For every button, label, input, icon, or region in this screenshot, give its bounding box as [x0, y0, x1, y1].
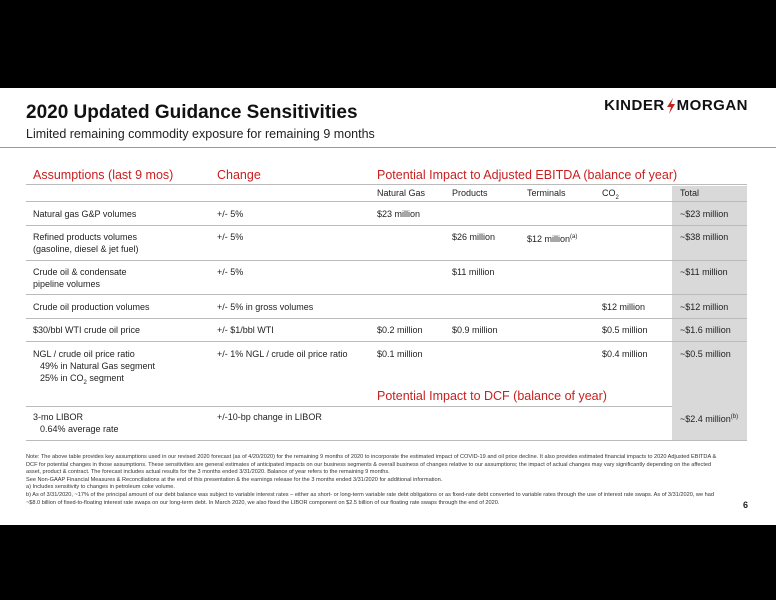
row4-co2: $12 million — [602, 302, 646, 312]
logo-text-right: MORGAN — [676, 97, 748, 114]
row2-products: $26 million — [452, 232, 496, 242]
row4-assumption: Crude oil production volumes — [33, 302, 150, 312]
row-divider — [26, 294, 747, 295]
slide — [0, 88, 776, 525]
row-divider — [26, 341, 747, 342]
note-a: a) Includes sensitivity to changes in petroleum coke volume. — [26, 484, 175, 491]
header-assumptions: Assumptions (last 9 mos) — [33, 168, 174, 182]
row6-change: +/- 1% NGL / crude oil price ratio — [217, 349, 348, 359]
subheader-terminals: Terminals — [527, 188, 566, 198]
note-b: b) As of 3/31/2020, ~17% of the principal amount of our debt balance was subject to variable interest rates – either as short- or long-term variable rate debt obligations or as fixed-rate debt converted to variable rates through the use of interest rate swaps. As of 3/31/2020, we had ~$8.0 billion of fixed-to-floating interest rate swaps on our long-term debt. In March 2020, we also fixed the LIBOR component on $2.5 billion of our floating rate swaps through the end of 2020. — [26, 491, 714, 506]
subheader-natural-gas: Natural Gas — [377, 188, 426, 198]
row-divider — [26, 260, 747, 261]
row5-products: $0.9 million — [452, 325, 498, 335]
dcf-header-divider — [26, 406, 747, 407]
header-impact-dcf: Potential Impact to DCF (balance of year) — [377, 389, 607, 403]
row2-assumption: Refined products volumes (gasoline, diesel & jet fuel) — [33, 232, 139, 254]
logo-text-left: KINDER — [604, 97, 665, 114]
libor-assumption: 3-mo LIBOR 0.64% average rate — [33, 412, 119, 434]
note-non-gaap: See Non-GAAP Financial Measures & Reconciliations at the end of this presentation & the earnings release for the 3 months ended 3/31/2020 for additional information. — [26, 476, 443, 483]
row3-assumption: Crude oil & condensate pipeline volumes — [33, 267, 127, 289]
row5-assumption: $30/bbl WTI crude oil price — [33, 325, 141, 335]
lightning-bolt-icon — [666, 98, 676, 114]
row1-assumption: Natural gas G&P volumes — [33, 209, 137, 219]
row-divider — [26, 318, 747, 319]
row6-total: ~$0.5 million — [680, 349, 731, 359]
row3-total: ~$11 million — [680, 267, 728, 277]
subheader-co2: $CO_2$ — [602, 188, 619, 201]
row5-change: +/- $1/bbl WTI — [217, 325, 274, 335]
subheader-products: Products — [452, 188, 488, 198]
footnotes — [26, 454, 726, 507]
row2-terminals: $12 million$^{(a)}$ — [527, 234, 578, 244]
row6-co2: $0.4 million — [602, 349, 648, 359]
table-bottom-divider — [26, 440, 747, 441]
row6-natural-gas: $0.1 million — [377, 349, 423, 359]
row1-change: +/- 5% — [217, 209, 244, 219]
row1-total: ~$23 million — [680, 209, 729, 219]
row-divider — [26, 201, 747, 202]
row1-natural-gas: $23 million — [377, 209, 421, 219]
note-main: Note: The above table provides key assumptions used in our revised 2020 forecast (as of 4/20/2020) for the remaining 9 months of 2020 to incorporate the estimated impact of COVID-19 and oil price decline. It also provides estimated financial impacts to 2020 Adjusted EBITDA & DCF for potential changes in those assumptions. These sensitivities are general estimates of anticipated impacts on our business segments & overall business of changes relative to our assumptions; the impact of actual changes may vary significantly depending on the affected asset, product & contract. The forecast includes actual results for the 3 months ended 3/31/2020. Balance of year refers to the remaining 9 months. — [26, 454, 717, 476]
row2-total: ~$38 million — [680, 232, 729, 242]
header-impact-ebitda: Potential Impact to Adjusted EBITDA (balance of year) — [377, 168, 678, 182]
page-subtitle: Limited remaining commodity exposure for remaining 9 months — [26, 127, 375, 141]
row3-products: $11 million — [452, 267, 495, 277]
header-divider — [26, 184, 747, 185]
libor-change: +/-10-bp change in LIBOR — [217, 412, 322, 422]
header-change: Change — [217, 168, 261, 182]
libor-total: ~$2.4 million$^{(b)}$ — [680, 414, 739, 424]
row4-change: +/- 5% in gross volumes — [217, 302, 314, 312]
row5-total: ~$1.6 million — [680, 325, 731, 335]
row4-total: ~$12 million — [680, 302, 729, 312]
page-number: 6 — [742, 500, 748, 510]
subheader-total: Total — [680, 188, 700, 198]
row6-assumption: NGL / crude oil price ratio 49% in Natural Gas segment 25% in $CO_2$ segment — [33, 349, 156, 386]
row5-co2: $0.5 million — [602, 325, 648, 335]
kinder-morgan-logo — [604, 97, 748, 114]
row3-change: +/- 5% — [217, 267, 244, 277]
row5-natural-gas: $0.2 million — [377, 325, 423, 335]
title-divider — [0, 147, 776, 148]
row2-change: +/- 5% — [217, 232, 244, 242]
row-divider — [26, 225, 747, 226]
page-title: 2020 Updated Guidance Sensitivities — [26, 102, 358, 123]
